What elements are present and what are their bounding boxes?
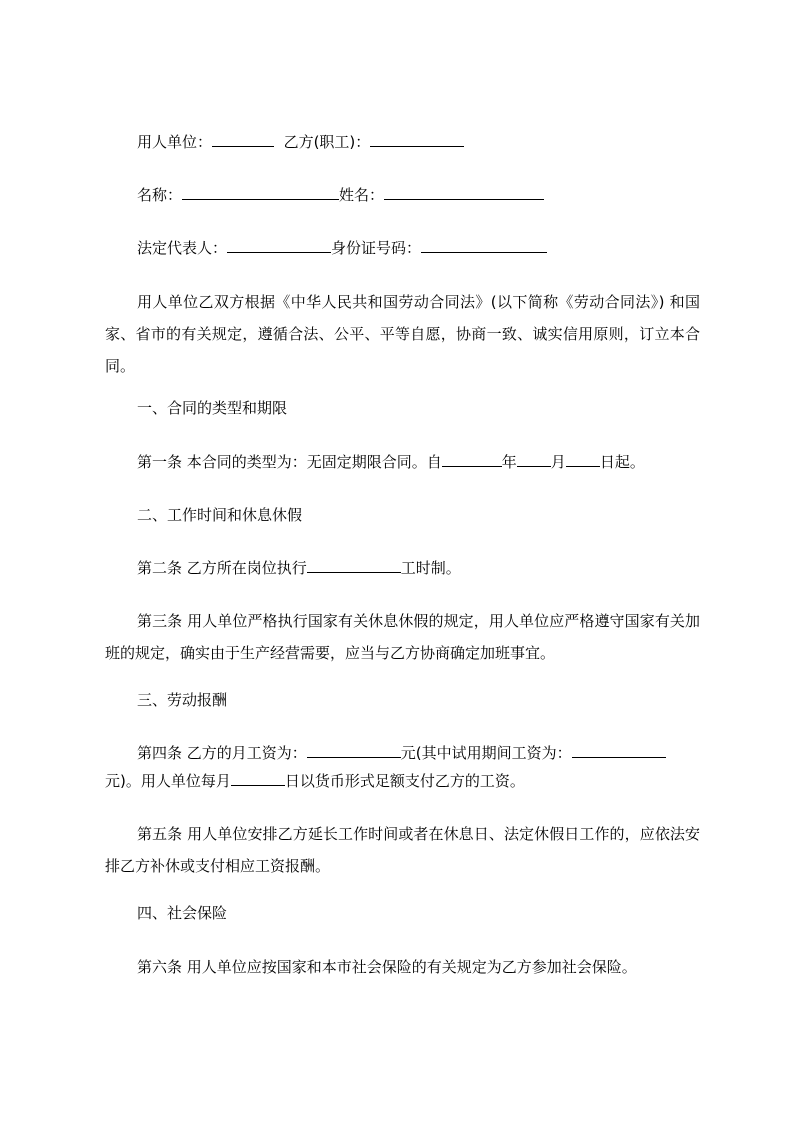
article-4-line-1 xyxy=(137,743,666,763)
person-name-label: 姓名： xyxy=(339,186,385,204)
person-name-blank xyxy=(384,185,544,200)
article-2-text: 第二条 乙方所在岗位执行 xyxy=(137,559,307,577)
name-blank xyxy=(182,185,339,200)
intro-paragraph: 用人单位乙双方根据《中华人民共和国劳动合同法》(以下简称《劳动合同法》) 和国家、省市的有关规定，遵循合法、公平、平等自愿，协商一致、诚实信用原则，订立本合同。 xyxy=(105,293,700,375)
article-5: 第五条 用人单位安排乙方延长工作时间或者在休息日、法定休假日工作的，应依法安排乙方补休或支付相应工资报酬。 xyxy=(105,825,700,875)
article-4-line2-suffix: 日以货币形式足额支付乙方的工资。 xyxy=(284,772,525,790)
month-blank xyxy=(517,452,551,467)
day-label: 日起。 xyxy=(599,453,645,471)
article-4-line2-text: 元)。用人单位每月 xyxy=(105,772,231,790)
article-2-suffix: 工时制。 xyxy=(400,559,461,577)
day-blank xyxy=(566,452,600,467)
id-blank xyxy=(421,238,547,253)
section-3-title: 三、劳动报酬 xyxy=(137,691,228,709)
monthly-wage-blank xyxy=(307,743,401,758)
article-2 xyxy=(137,558,461,578)
probation-wage-blank xyxy=(572,743,666,758)
year-label: 年 xyxy=(501,453,517,471)
article-3: 第三条 用人单位严格执行国家有关休息休假的规定，用人单位应严格遵守国家有关加班的规定，确实由于生产经营需要，应当与乙方协商确定加班事宜。 xyxy=(105,612,700,662)
id-label: 身份证号码： xyxy=(331,239,422,257)
section-4-title: 四、社会保险 xyxy=(137,904,228,922)
year-blank xyxy=(442,452,502,467)
employer-blank xyxy=(212,132,274,147)
employer-line xyxy=(137,132,464,152)
party-b-blank xyxy=(370,132,464,147)
work-hours-blank xyxy=(307,558,401,573)
party-b-label: 乙方(职工)： xyxy=(283,133,371,151)
article-4-text: 第四条 乙方的月工资为： xyxy=(137,744,307,762)
article-4-mid: 元(其中试用期间工资为： xyxy=(400,744,572,762)
article-4-line-2 xyxy=(105,771,525,791)
article-1-text: 第一条 本合同的类型为：无固定期限合同。自 xyxy=(137,453,442,471)
pay-day-blank xyxy=(231,771,285,786)
section-1-title: 一、合同的类型和期限 xyxy=(137,399,288,417)
name-label: 名称： xyxy=(137,186,183,204)
legal-rep-blank xyxy=(227,238,331,253)
section-2-title: 二、工作时间和休息休假 xyxy=(137,506,303,524)
employer-label: 用人单位： xyxy=(137,133,213,151)
legal-rep-label: 法定代表人： xyxy=(137,239,228,257)
article-1 xyxy=(137,452,645,472)
article-6: 第六条 用人单位应按国家和本市社会保险的有关规定为乙方参加社会保险。 xyxy=(137,958,637,976)
month-label: 月 xyxy=(550,453,566,471)
legal-rep-line xyxy=(137,238,547,258)
name-line xyxy=(137,185,544,205)
